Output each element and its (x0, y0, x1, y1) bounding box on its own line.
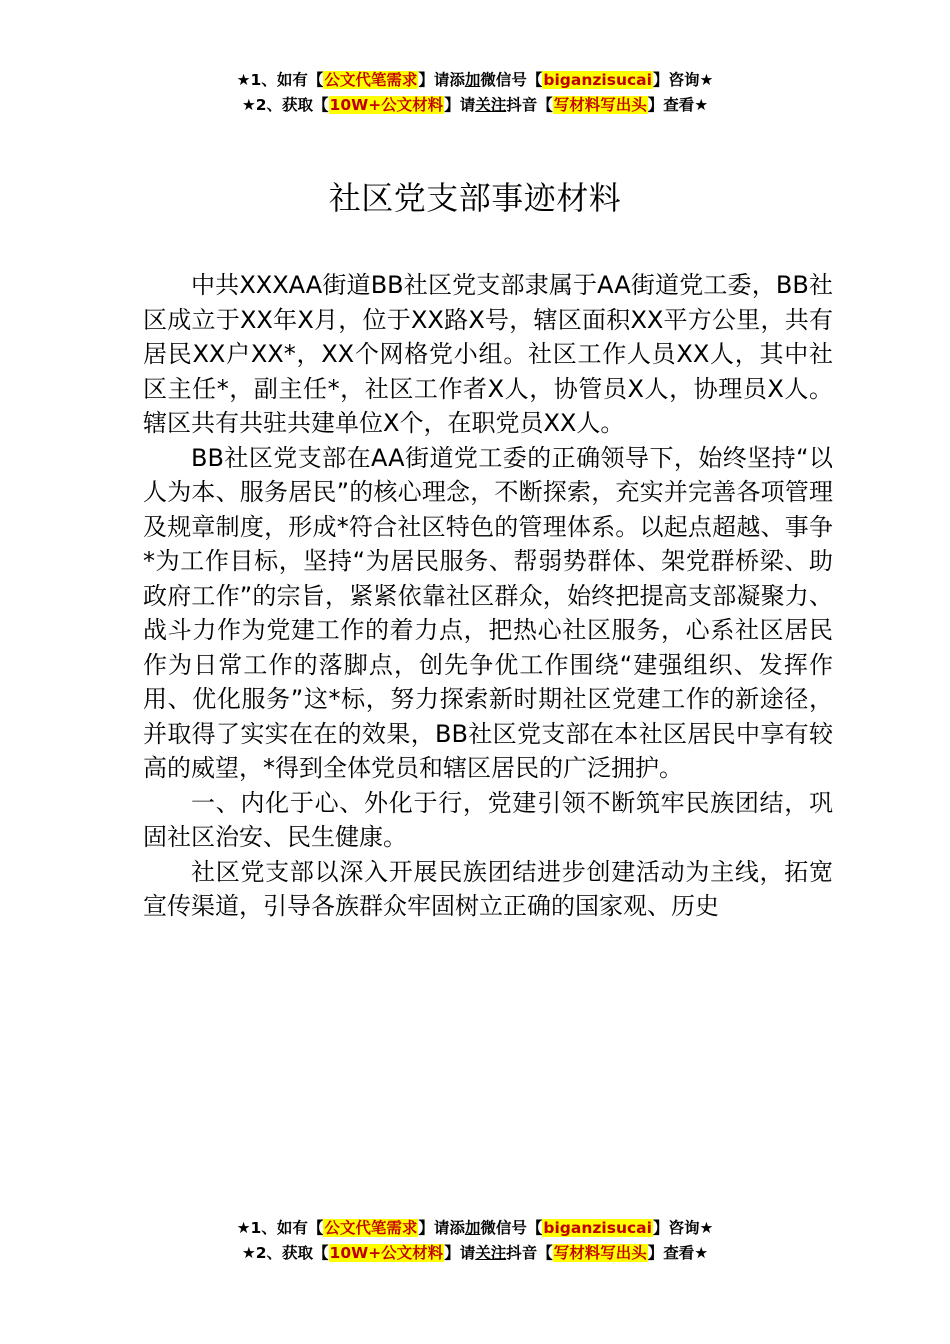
banner-text: 抖音【 (506, 1244, 553, 1262)
banner-text: 抖音【 (506, 96, 553, 114)
banner-line-1 (0, 1216, 950, 1241)
banner-text: ★1、如有【 (236, 1219, 324, 1237)
banner-text: ★2、获取【 (241, 1244, 329, 1262)
header-banner (0, 68, 950, 118)
banner-text: 】咨询★ (652, 71, 714, 89)
banner-text: 微信号【 (480, 71, 543, 89)
document-body (143, 268, 833, 924)
highlight-service: 公文代笔需求 (324, 71, 418, 89)
highlight-wechat-id: biganzisucai (543, 1219, 652, 1237)
highlight-materials: 10W+公文材料 (329, 96, 444, 114)
body-paragraph: 中共XXXAA街道BB社区党支部隶属于AA街道党工委，BB社区成立于XX年X月，位于XX路X号，辖区面积XX平方公里，共有居民XX户XX*，XX个网格党小组。社区工作人员XX人，其中社区主任*，副主任*，社区工作者X人，协管员X人，协理员X人。辖区共有共驻共建单位X个，在职党员XX人。 (143, 271, 833, 437)
document-title: 社区党支部事迹材料 (328, 179, 622, 217)
highlight-materials: 10W+公文材料 (329, 1244, 444, 1262)
body-paragraph: 社区党支部以深入开展民族团结进步创建活动为主线，拓宽宣传渠道，引导各族群众牢固树立正确的国家观、历史 (143, 857, 833, 920)
banner-text: 】查看★ (647, 96, 709, 114)
banner-emphasis: 关注 (475, 96, 507, 114)
banner-line-2 (0, 1241, 950, 1266)
banner-line-2 (0, 93, 950, 118)
highlight-douyin-account: 写材料写出头 (553, 1244, 647, 1262)
footer-banner (0, 1216, 950, 1266)
banner-text: 】查看★ (647, 1244, 709, 1262)
banner-text: ★2、获取【 (241, 96, 329, 114)
body-paragraph: BB社区党支部在AA街道党工委的正确领导下，始终坚持“以人为本、服务居民”的核心理念，不断探索，充实并完善各项管理及规章制度，形成*符合社区特色的管理体系。以起点超越、事争*为工作目标，坚持“为居民服务、帮弱势群体、架党群桥梁、助政府工作”的宗旨，紧紧依靠社区群众，始终把提高支部凝聚力、战斗力作为党建工作的着力点，把热心社区服务，心系社区居民作为日常工作的落脚点，创先争优工作围绕“建强组织、发挥作用、优化服务”这*标，努力探索新时期社区党建工作的新途径，并取得了实实在在的效果，BB社区党支部在本社区居民中享有较高的威望，*得到全体党员和辖区居民的广泛拥护。 (143, 443, 833, 782)
highlight-wechat-id: biganzisucai (543, 71, 652, 89)
banner-text: 】请 (444, 96, 476, 114)
section-heading: 一、内化于心、外化于行，党建引领不断筑牢民族团结，巩固社区治安、民生健康。 (143, 788, 833, 851)
banner-emphasis: 加 (464, 1219, 481, 1237)
banner-text: 】请添 (418, 1219, 465, 1237)
highlight-service: 公文代笔需求 (324, 1219, 418, 1237)
banner-text: 微信号【 (480, 1219, 543, 1237)
banner-text: 】咨询★ (652, 1219, 714, 1237)
highlight-douyin-account: 写材料写出头 (553, 96, 647, 114)
banner-text: ★1、如有【 (236, 71, 324, 89)
banner-text: 】请添 (418, 71, 465, 89)
banner-line-1 (0, 68, 950, 93)
banner-emphasis: 关注 (475, 1244, 507, 1262)
banner-text: 】请 (444, 1244, 476, 1262)
banner-emphasis: 加 (464, 71, 481, 89)
